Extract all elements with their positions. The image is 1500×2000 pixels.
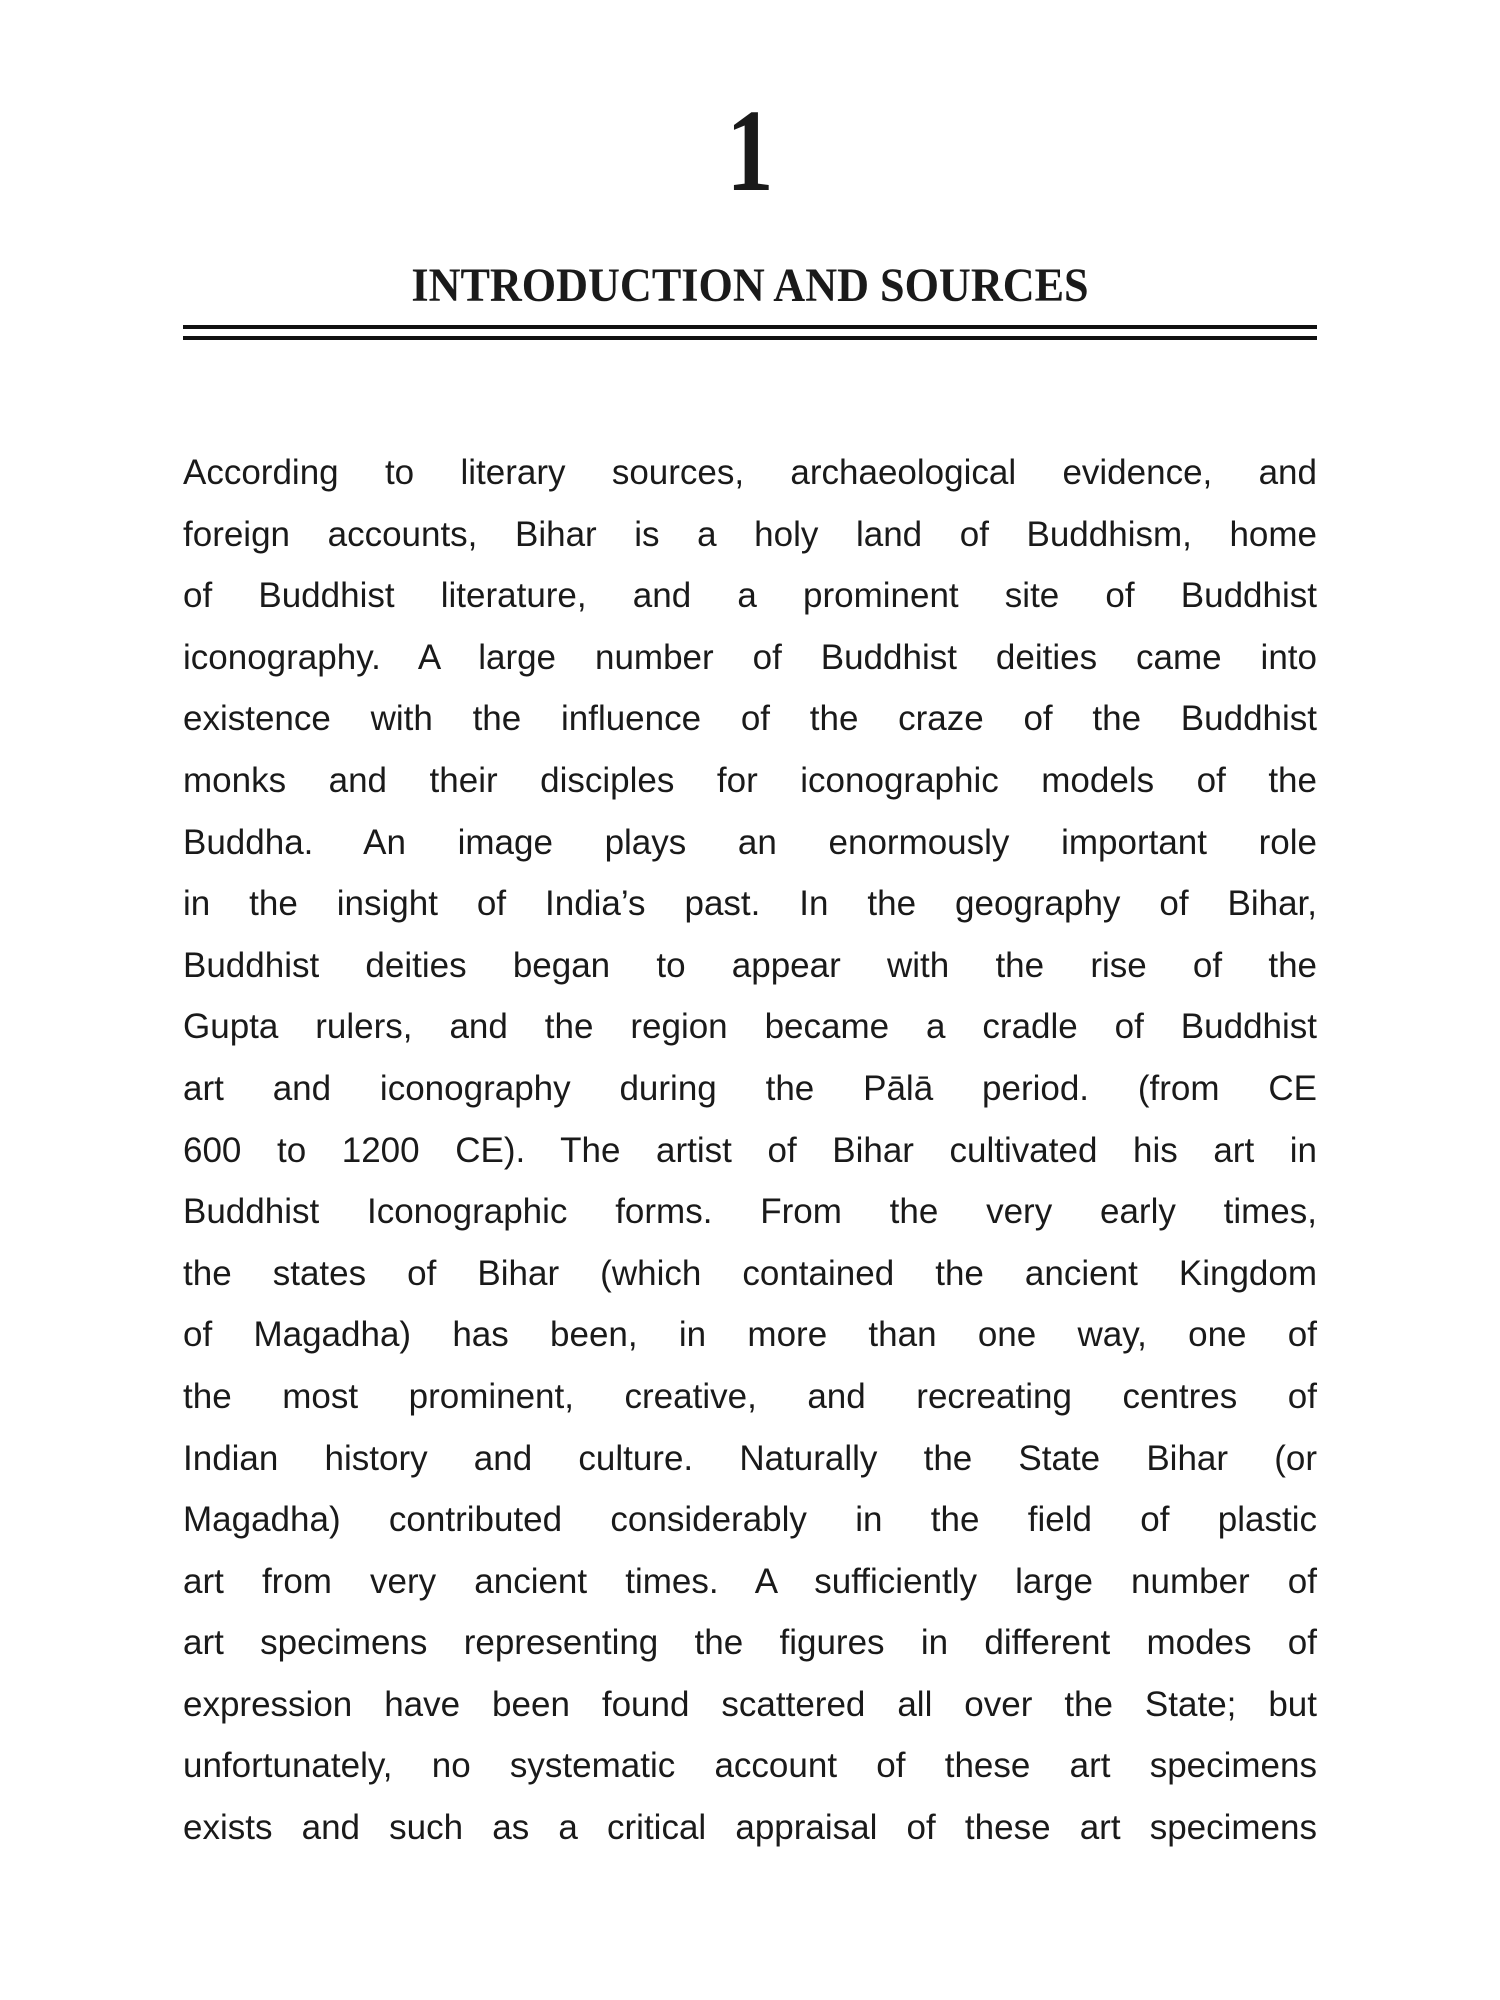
body-text: [183, 448, 1317, 1865]
body-line: [183, 1741, 1317, 1803]
body-line: [183, 1495, 1317, 1557]
body-line-text: existence with the influence of the craze of the Buddhist: [183, 699, 1317, 739]
body-line: [183, 571, 1317, 633]
body-line: [183, 510, 1317, 572]
body-line: [183, 1680, 1317, 1742]
body-line: [183, 879, 1317, 941]
body-line: [183, 1064, 1317, 1126]
body-line: [183, 1126, 1317, 1188]
body-line-text: of Magadha) has been, in more than one way, one of: [183, 1315, 1317, 1355]
body-line-text: Buddhist deities began to appear with the rise of the: [183, 945, 1317, 985]
body-line: [183, 1618, 1317, 1680]
body-line-text: art and iconography during the Pālā period. (from CE: [183, 1068, 1317, 1108]
body-line-text: unfortunately, no systematic account of these art specimens: [183, 1746, 1317, 1786]
body-line-text: of Buddhist literature, and a prominent site of Buddhist: [183, 576, 1317, 616]
body-line-text: Gupta rulers, and the region became a cradle of Buddhist: [183, 1007, 1317, 1047]
body-line-text: Buddha. An image plays an enormously important role: [183, 822, 1317, 862]
body-line-text: the most prominent, creative, and recreating centres of: [183, 1376, 1317, 1416]
chapter-title: INTRODUCTION AND SOURCES: [411, 259, 1089, 312]
body-line-text: According to literary sources, archaeological evidence, and: [183, 453, 1317, 492]
body-line: [183, 941, 1317, 1003]
body-line: [183, 1249, 1317, 1311]
body-line: [183, 694, 1317, 756]
body-line: [183, 1434, 1317, 1496]
body-line-text: foreign accounts, Bihar is a holy land of Buddhism, home: [183, 514, 1317, 554]
body-line: [183, 1372, 1317, 1434]
body-line-text: expression have been found scattered all over the State; but: [183, 1684, 1317, 1724]
body-line-text: Magadha) contributed considerably in the field of plastic: [183, 1500, 1317, 1540]
title-rule-bottom: [183, 336, 1317, 340]
body-line-text: iconography. A large number of Buddhist deities came into: [183, 637, 1317, 677]
body-line: [183, 633, 1317, 695]
body-line: [183, 448, 1317, 510]
body-line-text: the states of Bihar (which contained the ancient Kingdom: [183, 1253, 1317, 1293]
body-line: [183, 818, 1317, 880]
body-line-text: exists and such as a critical appraisal of these art specimens: [183, 1808, 1317, 1848]
body-line-text: Buddhist Iconographic forms. From the very early times,: [183, 1192, 1317, 1232]
title-rule-top: [183, 325, 1317, 329]
body-line: [183, 756, 1317, 818]
body-line-text: Indian history and culture. Naturally the State Bihar (or: [183, 1438, 1317, 1478]
body-line: [183, 1187, 1317, 1249]
body-line-text: 600 to 1200 CE). The artist of Bihar cultivated his art in: [183, 1130, 1317, 1170]
body-line-text: monks and their disciples for iconographic models of the: [183, 760, 1317, 800]
body-line: [183, 1310, 1317, 1372]
chapter-number: 1: [726, 85, 774, 216]
body-line: [183, 1803, 1317, 1865]
body-line: [183, 1002, 1317, 1064]
body-line-text: art specimens representing the figures in different modes of: [183, 1623, 1317, 1663]
body-line-text: art from very ancient times. A sufficiently large number of: [183, 1561, 1317, 1601]
body-line: [183, 1557, 1317, 1619]
body-line-text: in the insight of India’s past. In the geography of Bihar,: [183, 884, 1317, 924]
